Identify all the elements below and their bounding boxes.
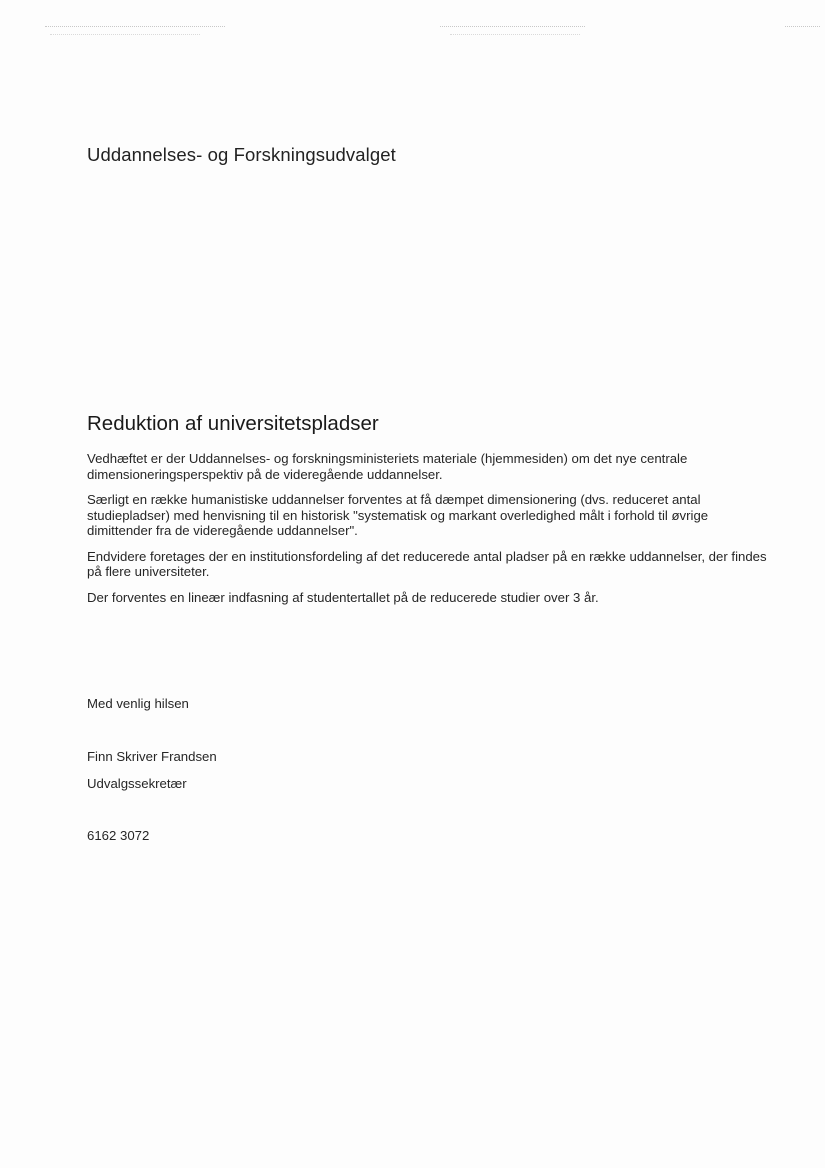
- signer-role: Udvalgssekretær: [87, 776, 187, 791]
- scan-artifact: [450, 34, 580, 36]
- body-paragraph: Særligt en række humanistiske uddannelser forventes at få dæmpet dimensionering (dvs. reduceret antal studiepladser) med henvisning til en historisk "systematisk og markant overledighed målt i forhold til øvrige dimittender fra de videregående uddannelser".: [87, 492, 709, 538]
- body-paragraph: Der forventes en lineær indfasning af studentertallet på de reducerede studier over 3 år.: [87, 589, 599, 605]
- body-paragraph: Vedhæftet er der Uddannelses- og forskningsministeriets materiale (hjemmesiden) om det nye centrale dimensioneringsperspektiv på de videregående uddannelser.: [87, 451, 688, 482]
- document-title: Reduktion af universitetspladser: [87, 412, 379, 435]
- scan-artifact: [440, 26, 585, 28]
- scan-artifact: [50, 34, 200, 36]
- scan-artifact: [45, 26, 225, 28]
- closing-greeting: Med venlig hilsen: [87, 696, 189, 711]
- letter-body: [87, 451, 767, 615]
- phone-number: 6162 3072: [87, 828, 150, 843]
- signer-name: Finn Skriver Frandsen: [87, 749, 217, 764]
- committee-name: Uddannelses- og Forskningsudvalget: [87, 144, 396, 165]
- scan-artifact: [785, 26, 820, 28]
- body-paragraph: Endvidere foretages der en institutionsfordeling af det reducerede antal pladser på en række uddannelser, der findes på flere universiteter.: [87, 548, 767, 579]
